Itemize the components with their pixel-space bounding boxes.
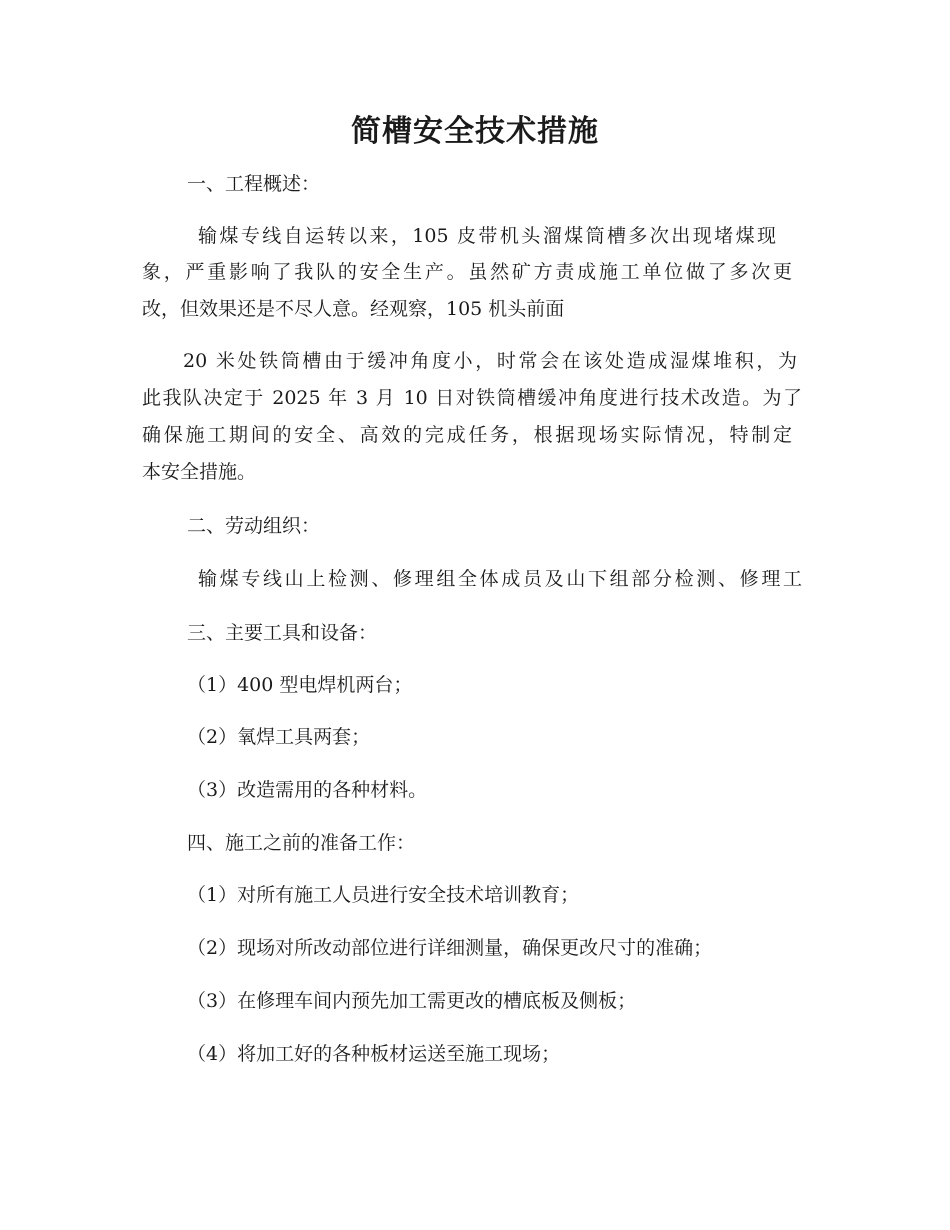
list-item: （1）400 型电焊机两台； [187, 674, 413, 696]
list-item: （2）现场对所改动部位进行详细测量，确保更改尺寸的准确； [187, 937, 713, 959]
paragraph-line: 象，严重影响了我队的安全生产。虽然矿方责成施工单位做了多次更 [142, 261, 792, 283]
section-3-heading: 三、主要工具和设备： [187, 622, 378, 644]
paragraph-line: 输煤专线自运转以来，105 皮带机头溜煤筒槽多次出现堵煤现 [198, 225, 776, 247]
paragraph-line: 确保施工期间的安全、高效的完成任务，根据现场实际情况，特制定 [142, 424, 792, 446]
section-1-heading: 一、工程概述： [187, 173, 321, 195]
list-item: （1）对所有施工人员进行安全技术培训教育； [187, 884, 580, 906]
paragraph-line: 20 米处铁筒槽由于缓冲角度小，时常会在该处造成湿煤堆积，为 [183, 350, 797, 372]
list-item: （3）在修理车间内预先加工需更改的槽底板及侧板； [187, 990, 637, 1012]
list-item: （3）改造需用的各种材料。 [187, 779, 428, 801]
section-4-heading: 四、施工之前的准备工作： [187, 832, 416, 854]
list-item: （2）氧焊工具两套； [187, 726, 371, 748]
paragraph-line: 此我队决定于 2025 年 3 月 10 日对铁筒槽缓冲角度进行技术改造。为了 [142, 387, 802, 409]
paragraph-line: 本安全措施。 [142, 461, 257, 483]
section-2-heading: 二、劳动组织： [187, 515, 321, 537]
paragraph-line: 改，但效果还是不尽人意。经观察，105 机头前面 [142, 298, 565, 320]
section-2-text: 输煤专线山上检测、修理组全体成员及山下组部分检测、修理工 [198, 568, 802, 590]
list-item: （4）将加工好的各种板材运送至施工现场； [187, 1043, 561, 1065]
document-title: 简槽安全技术措施 [351, 114, 599, 149]
